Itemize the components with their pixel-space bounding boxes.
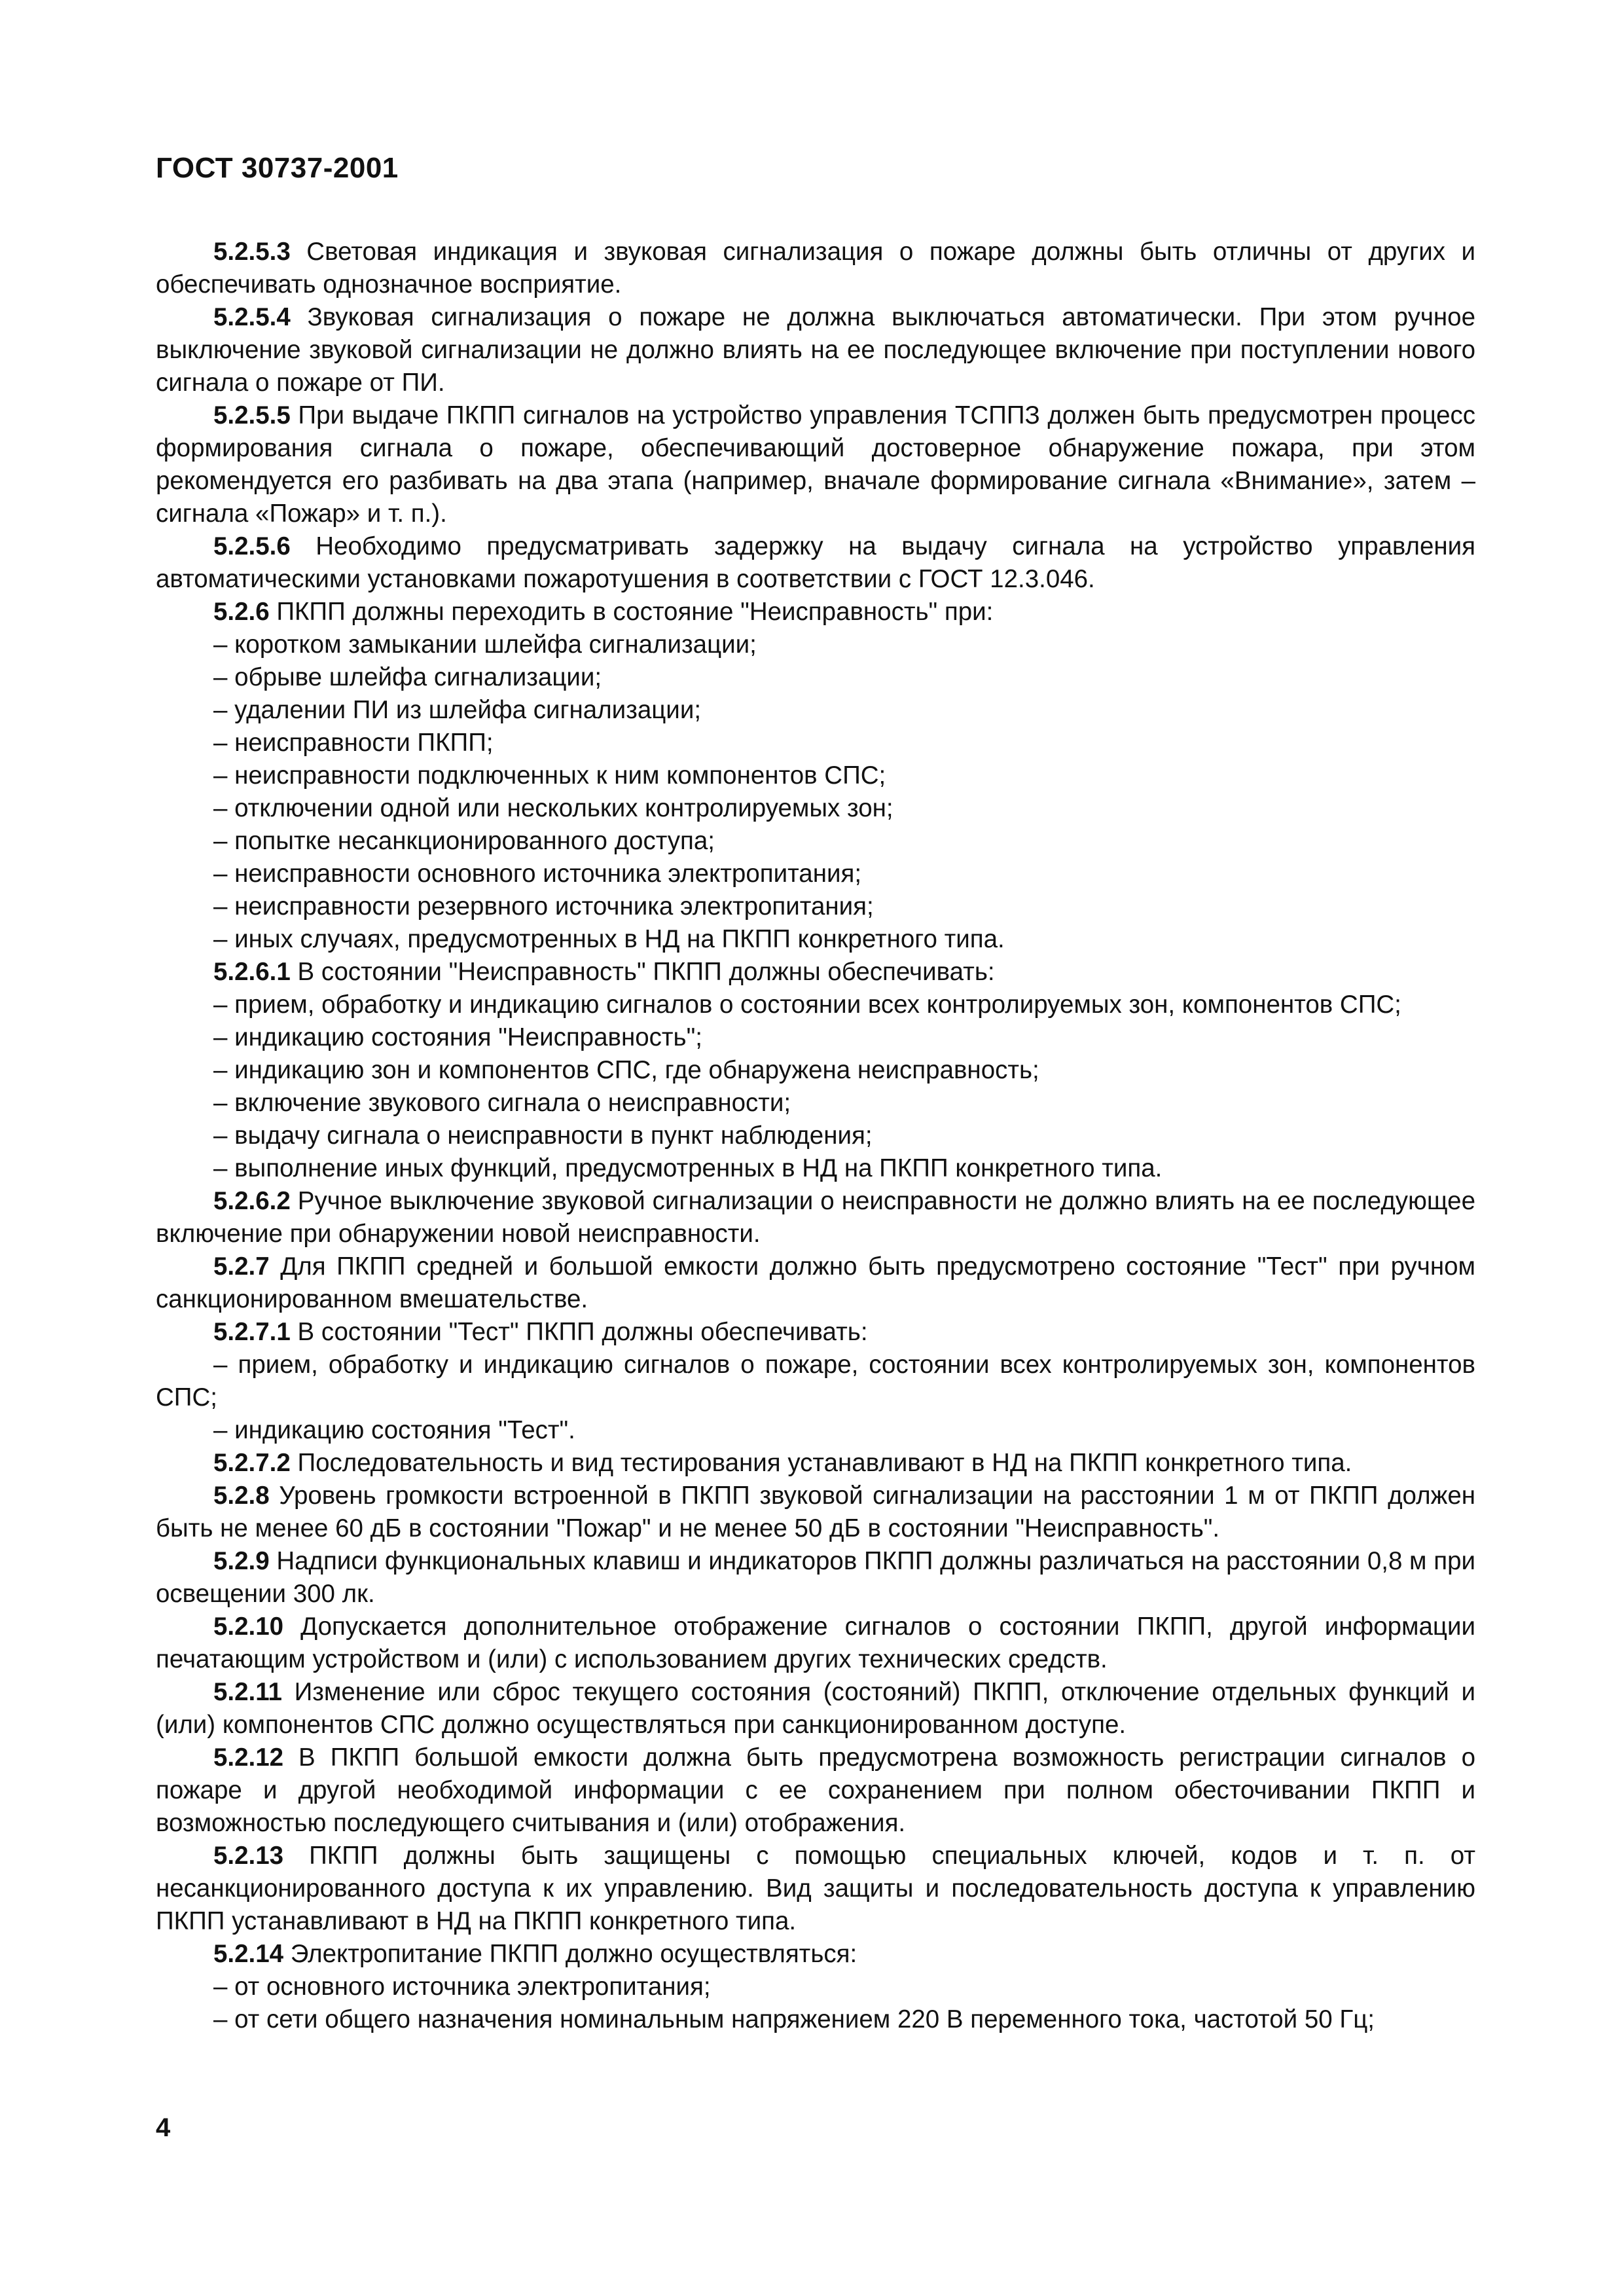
paragraph-text: – попытке несанкционированного доступа; (213, 827, 715, 855)
clause-paragraph (156, 1316, 1475, 1349)
paragraph-text: Для ПКПП средней и большой емкости должно быть предусмотрено состояние "Тест" при ручном санкционированном вмешательстве. (156, 1252, 1475, 1313)
paragraph-text: Звуковая сигнализация о пожаре не должна выключаться автоматически. При этом ручное выключение звуковой сигнализации не должно влиять на ее последующее включение при поступлении нового сигнала о пожаре от ПИ. (156, 303, 1475, 397)
clause-paragraph (156, 1250, 1475, 1316)
paragraph-text: – иных случаях, предусмотренных в НД на ПКПП конкретного типа. (213, 925, 1005, 953)
clause-number: 5.2.13 (213, 1842, 284, 1870)
clause-paragraph (156, 1741, 1475, 1840)
paragraph-text: В состоянии "Неисправность" ПКПП должны обеспечивать: (290, 958, 995, 986)
document-body (156, 236, 1475, 2036)
clause-paragraph (156, 530, 1475, 596)
clause-paragraph (156, 399, 1475, 530)
clause-number: 5.2.12 (213, 1743, 284, 1772)
clause-paragraph (156, 301, 1475, 399)
paragraph-text: ПКПП должны быть защищены с помощью специальных ключей, кодов и т. п. от несанкционированного доступа к их управлению. Вид защиты и последовательность доступа к управлению ПКПП устанавливают в НД на ПКПП конкретного типа. (156, 1842, 1475, 1935)
list-item (156, 1414, 1475, 1447)
paragraph-text: – выдачу сигнала о неисправности в пункт наблюдения; (213, 1121, 873, 1150)
paragraph-text: Последовательность и вид тестирования устанавливают в НД на ПКПП конкретного типа. (290, 1449, 1352, 1477)
paragraph-text: – обрыве шлейфа сигнализации; (213, 663, 602, 691)
paragraph-text: – индикацию состояния "Тест". (213, 1416, 575, 1444)
list-item (156, 1971, 1475, 2003)
paragraph-text: – отключении одной или нескольких контролируемых зон; (213, 794, 893, 822)
list-item (156, 1152, 1475, 1185)
clause-number: 5.2.5.4 (213, 303, 291, 331)
paragraph-text: – от основного источника электропитания; (213, 1973, 711, 2001)
clause-number: 5.2.7.1 (213, 1318, 291, 1346)
clause-number: 5.2.6 (213, 598, 270, 626)
list-item (156, 2003, 1475, 2036)
paragraph-text: Надписи функциональных клавиш и индикаторов ПКПП должны различаться на расстоянии 0,8 м при освещении 300 лк. (156, 1547, 1475, 1608)
paragraph-text: – индикацию зон и компонентов СПС, где обнаружена неисправность; (213, 1056, 1039, 1084)
clause-paragraph (156, 1840, 1475, 1938)
clause-number: 5.2.6.2 (213, 1187, 291, 1215)
list-item (156, 629, 1475, 661)
clause-number: 5.2.10 (213, 1613, 284, 1641)
page-number: 4 (156, 2113, 171, 2142)
paragraph-text: – включение звукового сигнала о неисправности; (213, 1089, 791, 1117)
paragraph-text: В ПКПП большой емкости должна быть предусмотрена возможность регистрации сигналов о пожаре и другой необходимой информации с ее сохранением при полном обесточивании ПКПП и возможностью последующего считывания и (или) отображения. (156, 1743, 1475, 1837)
paragraph-text: – прием, обработку и индикацию сигналов о пожаре, состоянии всех контролируемых зон, компонентов СПС; (156, 1351, 1475, 1412)
clause-paragraph (156, 1938, 1475, 1971)
clause-number: 5.2.11 (213, 1678, 282, 1706)
clause-number: 5.2.5.3 (213, 238, 291, 266)
list-item (156, 1087, 1475, 1120)
paragraph-text: Световая индикация и звуковая сигнализация о пожаре должны быть отличны от других и обеспечивать однозначное восприятие. (156, 238, 1475, 299)
paragraph-text: При выдаче ПКПП сигналов на устройство управления ТСППЗ должен быть предусмотрен процесс формирования сигнала о пожаре, обеспечивающий достоверное обнаружение пожара, при этом рекомендуется его разбивать на два этапа (например, вначале формирование сигнала «Внимание», затем – сигнала «Пожар» и т. п.). (156, 401, 1475, 528)
paragraph-text: Изменение или сброс текущего состояния (состояний) ПКПП, отключение отдельных функций и (или) компонентов СПС должно осуществляться при санкционированном доступе. (156, 1678, 1475, 1739)
clause-number: 5.2.5.6 (213, 532, 291, 560)
clause-number: 5.2.8 (213, 1482, 270, 1510)
clause-number: 5.2.5.5 (213, 401, 291, 429)
clause-paragraph (156, 1676, 1475, 1741)
paragraph-text: Допускается дополнительное отображение сигналов о состоянии ПКПП, другой информации печатающим устройством и (или) с использованием других технических средств. (156, 1613, 1475, 1673)
clause-paragraph (156, 956, 1475, 989)
list-item (156, 858, 1475, 890)
paragraph-text: Уровень громкости встроенной в ПКПП звуковой сигнализации на расстоянии 1 м от ПКПП должен быть не менее 60 дБ в состоянии "Пожар" и не менее 50 дБ в состоянии "Неисправность". (156, 1482, 1475, 1542)
list-item (156, 890, 1475, 923)
clause-paragraph (156, 1447, 1475, 1480)
paragraph-text: Необходимо предусматривать задержку на выдачу сигнала на устройство управления автоматическими установками пожаротушения в соответствии с ГОСТ 12.3.046. (156, 532, 1475, 593)
paragraph-text: – неисправности ПКПП; (213, 729, 494, 757)
list-item (156, 661, 1475, 694)
paragraph-text: – коротком замыкании шлейфа сигнализации; (213, 630, 757, 659)
clause-number: 5.2.7.2 (213, 1449, 291, 1477)
list-item (156, 727, 1475, 759)
clause-paragraph (156, 1185, 1475, 1250)
paragraph-text: ПКПП должны переходить в состояние "Неисправность" при: (269, 598, 994, 626)
paragraph-text: Электропитание ПКПП должно осуществляться: (283, 1940, 857, 1968)
paragraph-text: – индикацию состояния "Неисправность"; (213, 1023, 702, 1051)
clause-number: 5.2.7 (213, 1252, 270, 1281)
list-item (156, 1054, 1475, 1087)
paragraph-text: В состоянии "Тест" ПКПП должны обеспечивать: (290, 1318, 868, 1346)
clause-paragraph (156, 1611, 1475, 1676)
list-item (156, 825, 1475, 858)
paragraph-text: Ручное выключение звуковой сигнализации о неисправности не должно влиять на ее последующее включение при обнаружении новой неисправности. (156, 1187, 1475, 1248)
list-item (156, 923, 1475, 956)
paragraph-text: – прием, обработку и индикацию сигналов о состоянии всех контролируемых зон, компонентов СПС; (213, 991, 1401, 1019)
list-item (156, 694, 1475, 727)
clause-number: 5.2.14 (213, 1940, 284, 1968)
paragraph-text: – неисправности основного источника электропитания; (213, 860, 862, 888)
list-item (156, 759, 1475, 792)
clause-number: 5.2.9 (213, 1547, 270, 1575)
clause-paragraph (156, 1480, 1475, 1545)
list-item (156, 989, 1475, 1021)
list-item (156, 1021, 1475, 1054)
clause-paragraph (156, 236, 1475, 301)
paragraph-text: – от сети общего назначения номинальным напряжением 220 В переменного тока, частотой 50 Гц; (213, 2005, 1375, 2033)
paragraph-text: – неисправности подключенных к ним компонентов СПС; (213, 761, 886, 790)
document-header: ГОСТ 30737-2001 (156, 152, 399, 184)
paragraph-text: – неисправности резервного источника электропитания; (213, 892, 874, 920)
clause-paragraph (156, 596, 1475, 629)
paragraph-text: – удалении ПИ из шлейфа сигнализации; (213, 696, 702, 724)
clause-paragraph (156, 1545, 1475, 1611)
list-item (156, 1120, 1475, 1152)
clause-number: 5.2.6.1 (213, 958, 291, 986)
list-item (156, 792, 1475, 825)
list-item (156, 1349, 1475, 1414)
paragraph-text: – выполнение иных функций, предусмотренных в НД на ПКПП конкретного типа. (213, 1154, 1163, 1182)
